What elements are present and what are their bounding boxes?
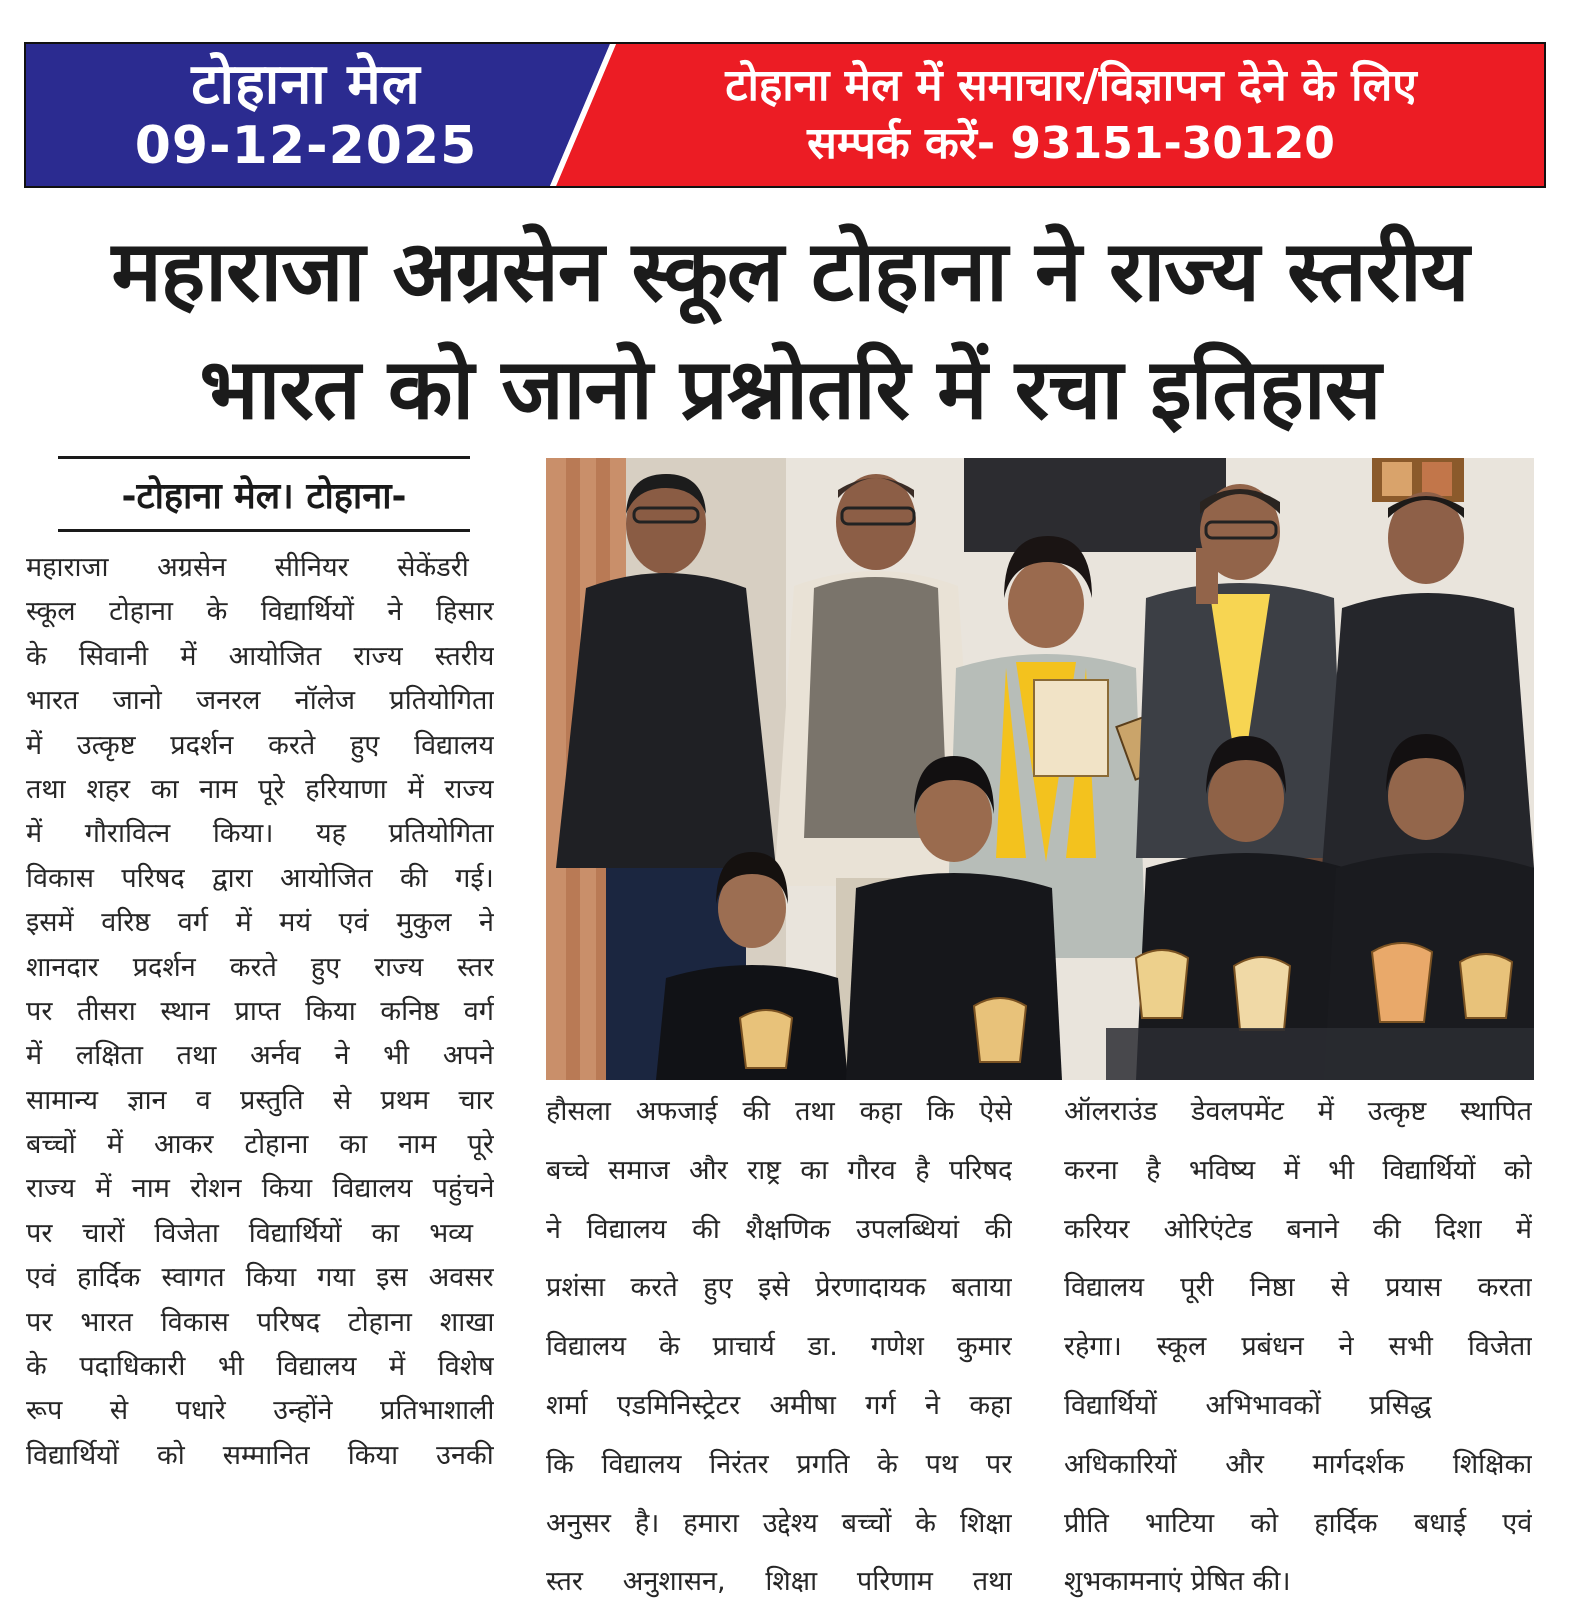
col1-line (26, 1034, 494, 1078)
dateline-text: -टोहाना मेल। टोहाना- (121, 475, 407, 517)
col1-text: सामान्य ज्ञान व प्रस्तुति से प्रथम चार (26, 1084, 494, 1116)
col1-line (26, 1345, 494, 1389)
col1-text: इसमें वरिष्ठ वर्ग में मयं एवं मुकुल ने (26, 907, 494, 939)
col1-line (26, 768, 494, 812)
col1-text: में गौरावित्न किया। यह प्रतियोगिता (26, 818, 494, 850)
col1-line (26, 901, 494, 945)
col1-text: बच्चों में आकर टोहाना का नाम पूरे (26, 1129, 494, 1161)
col3-line: विद्यार्थियों अभिभावकों प्रसिद्ध (1064, 1389, 1432, 1421)
col1-text: के पदाधिकारी भी विद्यालय में विशेष (26, 1351, 494, 1383)
article-headline (20, 212, 1560, 448)
edition-date: 09-12-2025 (134, 116, 478, 176)
col1-text: स्कूल टोहाना के विद्यार्थियों ने हिसार (26, 596, 494, 628)
col2-line: ने विद्यालय की शैक्षणिक उपलब्धियां की (546, 1213, 1013, 1245)
contact-line-1: टोहाना मेल में समाचार/विज्ञापन देने के लिए (725, 60, 1417, 111)
col1-text: एवं हार्दिक स्वागत किया गया इस अवसर (26, 1262, 494, 1294)
col1-text: विद्यार्थियों को सम्मानित किया उनकी (26, 1439, 494, 1471)
col1-line (26, 1167, 494, 1211)
headline-line-1: महाराजा अग्रसेन स्कूल टोहाना ने राज्य स्तरीय (111, 222, 1469, 320)
group-photo (546, 458, 1534, 1080)
article-column-3 (1064, 1090, 1532, 1619)
col1-text: भारत जानो जनरल नॉलेज प्रतियोगिता (26, 685, 494, 717)
col1-line (26, 1389, 494, 1433)
col2-line: कि विद्यालय निरंतर प्रगति के पथ पर (546, 1448, 1013, 1480)
col1-line (26, 635, 494, 679)
col3-line: रहेगा। स्कूल प्रबंधन ने सभी विजेता (1064, 1331, 1533, 1363)
masthead-banner (24, 42, 1546, 188)
col1-line (26, 1123, 494, 1167)
col1-line (26, 1079, 494, 1123)
banner-paper-info (26, 44, 586, 186)
col2-line: प्रशंसा करते हुए इसे प्रेरणादायक बताया (546, 1272, 1012, 1304)
contact-line-2: सम्पर्क करें- 93151-30120 (807, 118, 1335, 169)
col1-text: राज्य में नाम रोशन किया विद्यालय पहुंचने (26, 1173, 494, 1205)
col1-line (26, 1212, 494, 1256)
col2-line: शर्मा एडमिनिस्ट्रेटर अमीषा गर्ग ने कहा (546, 1389, 1012, 1421)
col3-line: विद्यालय पूरी निष्ठा से प्रयास करता (1064, 1272, 1532, 1304)
col2-line: हौसला अफजाई की तथा कहा कि ऐसे (546, 1096, 1013, 1127)
col2-line: अनुसर है। हमारा उद्देश्य बच्चों के शिक्षा (546, 1507, 1012, 1539)
col1-text: रूप से पधारे उन्होंने प्रतिभाशाली (26, 1395, 494, 1427)
headline-line-2: भारत को जानो प्रश्नोतरि में रचा इतिहास (199, 340, 1381, 438)
col1-line (26, 857, 494, 901)
col1-text: में उत्कृष्ट प्रदर्शन करते हुए विद्यालय (26, 729, 494, 761)
dateline (58, 456, 470, 532)
col2-line: स्तर अनुशासन, शिक्षा परिणाम तथा (546, 1566, 1013, 1598)
col1-text: के सिवानी में आयोजित राज्य स्तरीय (26, 640, 494, 672)
col1-line (26, 724, 494, 768)
col1-text: महाराजा अग्रसेन सीनियर सेकेंडरी (26, 552, 469, 583)
col1-line (26, 1256, 494, 1300)
col3-line: ऑलराउंड डेवलपमेंट में उत्कृष्ट स्थापित (1064, 1096, 1533, 1127)
col1-line (26, 946, 494, 990)
article-column-1 (26, 546, 494, 1478)
article-column-2 (546, 1090, 1012, 1619)
banner-contact-info (596, 44, 1546, 186)
col1-text: विकास परिषद द्वारा आयोजित की गई। (26, 862, 494, 894)
col1-text: पर चारों विजेता विद्यार्थियों का भव्य (26, 1217, 474, 1249)
photo-illustration (546, 458, 1534, 1080)
col1-text: में लक्षिता तथा अर्नव ने भी अपने (26, 1040, 494, 1072)
col1-line (26, 1301, 494, 1345)
paper-name: टोहाना मेल (191, 52, 421, 117)
col3-line: अधिकारियों और मार्गदर्शक शिक्षिका (1064, 1448, 1533, 1480)
col1-line (26, 679, 494, 723)
col1-line (26, 590, 494, 634)
col2-line: विद्यालय के प्राचार्य डा. गणेश कुमार (546, 1331, 1012, 1363)
col1-line (26, 990, 494, 1034)
col1-line (26, 812, 494, 856)
col1-text: तथा शहर का नाम पूरे हरियाणा में राज्य (26, 773, 494, 805)
col3-line: करियर ओरिएंटेड बनाने की दिशा में (1064, 1213, 1532, 1245)
col3-line: करना है भविष्य में भी विद्यार्थियों को (1064, 1154, 1532, 1186)
col1-text: पर तीसरा स्थान प्राप्त किया कनिष्ठ वर्ग (26, 995, 494, 1027)
col1-text: शानदार प्रदर्शन करते हुए राज्य स्तर (26, 951, 494, 983)
col1-text: पर भारत विकास परिषद टोहाना शाखा (26, 1306, 494, 1338)
col3-line: शुभकामनाएं प्रेषित की। (1064, 1566, 1291, 1598)
col3-line: प्रीति भाटिया को हार्दिक बधाई एवं (1064, 1507, 1533, 1539)
col1-line (26, 546, 494, 590)
col1-line (26, 1434, 494, 1478)
col2-line: बच्चे समाज और राष्ट्र का गौरव है परिषद (546, 1154, 1013, 1186)
